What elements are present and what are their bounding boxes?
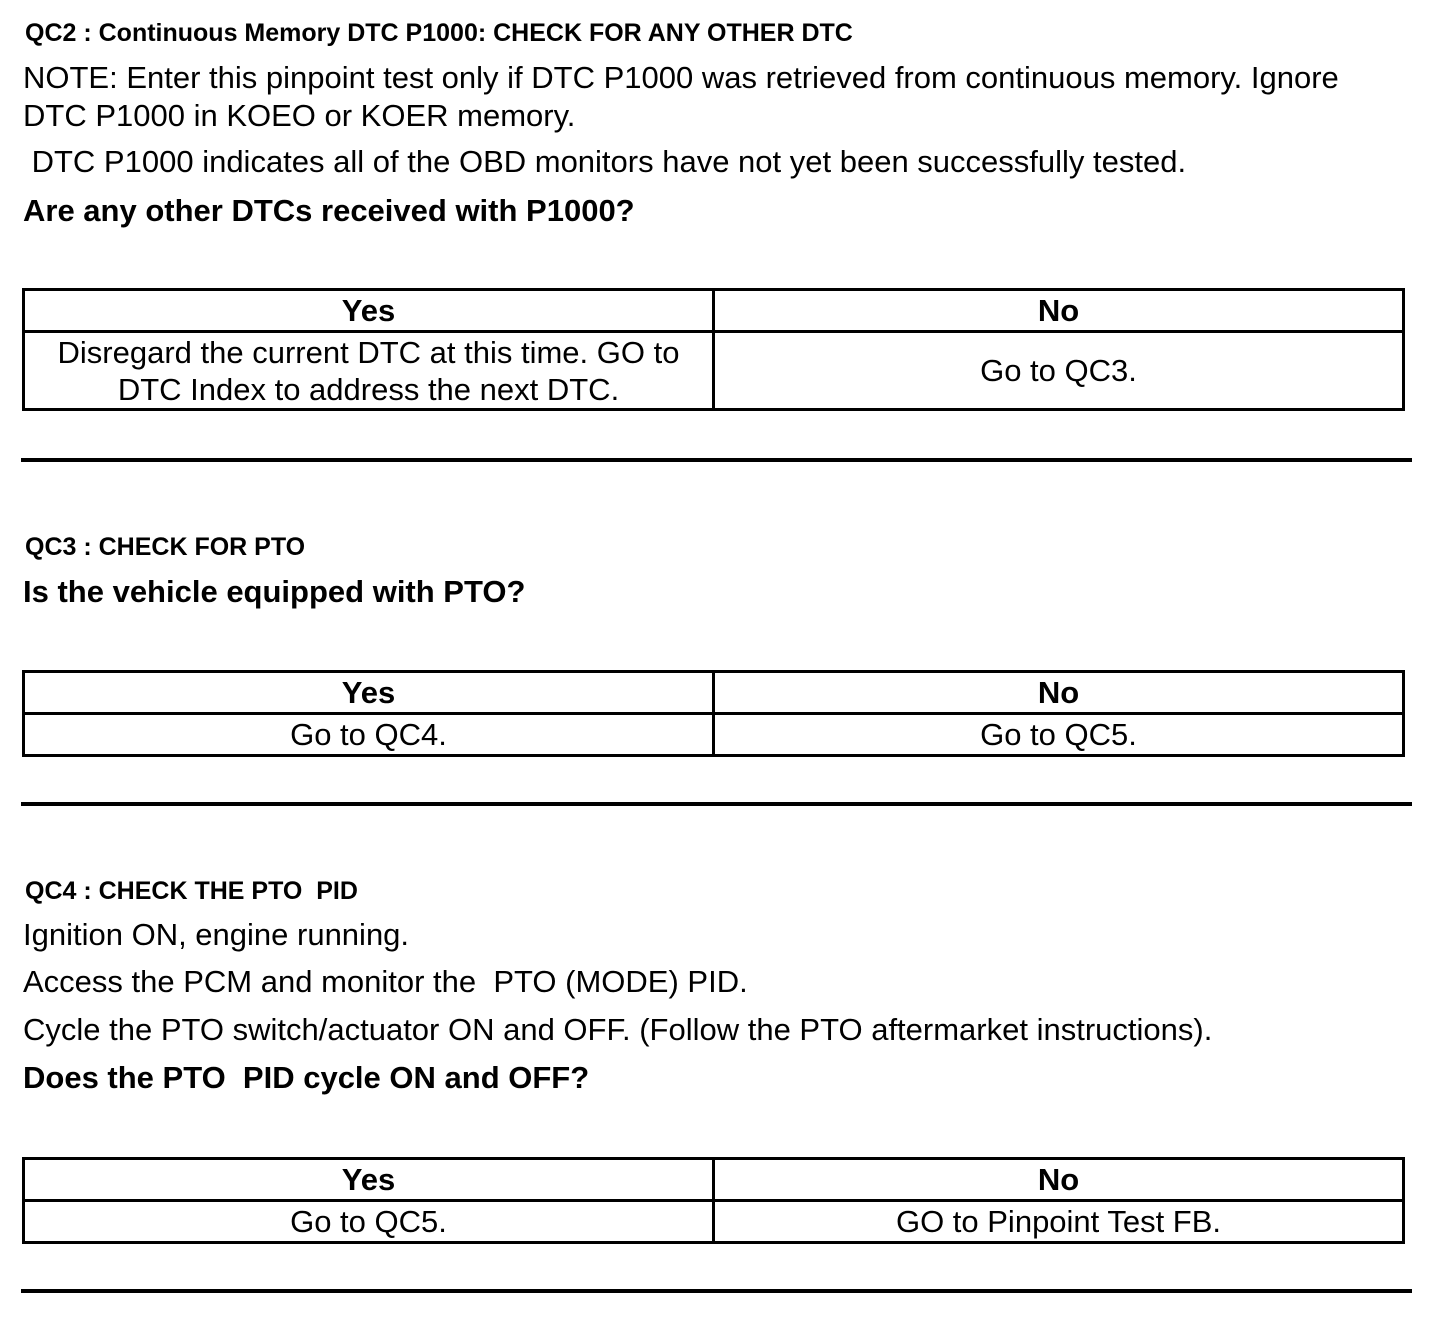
yes-action: Go to QC4. xyxy=(24,714,714,756)
no-header: No xyxy=(714,1159,1404,1201)
yes-action: Disregard the current DTC at this time. GO to DTC Index to address the next DTC. xyxy=(24,332,714,410)
yes-action: Go to QC5. xyxy=(24,1201,714,1243)
yes-header: Yes xyxy=(24,672,714,714)
no-action: Go to QC3. xyxy=(714,332,1404,410)
yes-header: Yes xyxy=(24,1159,714,1201)
qc2-question: Are any other DTCs received with P1000? xyxy=(23,193,635,228)
no-header: No xyxy=(714,290,1404,332)
section-divider xyxy=(21,1289,1412,1293)
qc4-question: Does the PTO PID cycle ON and OFF? xyxy=(23,1060,590,1095)
no-action: Go to QC5. xyxy=(714,714,1404,756)
no-header: No xyxy=(714,672,1404,714)
qc2-heading: QC2 : Continuous Memory DTC P1000: CHECK FOR ANY OTHER DTC xyxy=(25,19,853,47)
qc3-question: Is the vehicle equipped with PTO? xyxy=(23,574,526,609)
qc4-heading: QC4 : CHECK THE PTO PID xyxy=(25,877,358,905)
qc3-decision-table xyxy=(22,670,1405,757)
yes-header: Yes xyxy=(24,290,714,332)
qc3-heading: QC3 : CHECK FOR PTO xyxy=(25,533,306,561)
qc4-step-1: Ignition ON, engine running. xyxy=(23,917,410,952)
qc2-decision-table xyxy=(22,288,1405,411)
section-divider xyxy=(21,458,1412,462)
qc4-step-3: Cycle the PTO switch/actuator ON and OFF. (Follow the PTO aftermarket instructions). xyxy=(23,1012,1213,1047)
qc4-decision-table xyxy=(22,1157,1405,1244)
qc4-step-2: Access the PCM and monitor the PTO (MODE) PID. xyxy=(23,964,748,999)
qc2-info: DTC P1000 indicates all of the OBD monitors have not yet been successfully tested. xyxy=(23,144,1187,179)
section-divider xyxy=(21,802,1412,806)
no-action: GO to Pinpoint Test FB. xyxy=(714,1201,1404,1243)
qc2-note: NOTE: Enter this pinpoint test only if DTC P1000 was retrieved from continuous memory. Ignore DTC P1000 in KOEO or KOER memory. xyxy=(23,60,1339,133)
